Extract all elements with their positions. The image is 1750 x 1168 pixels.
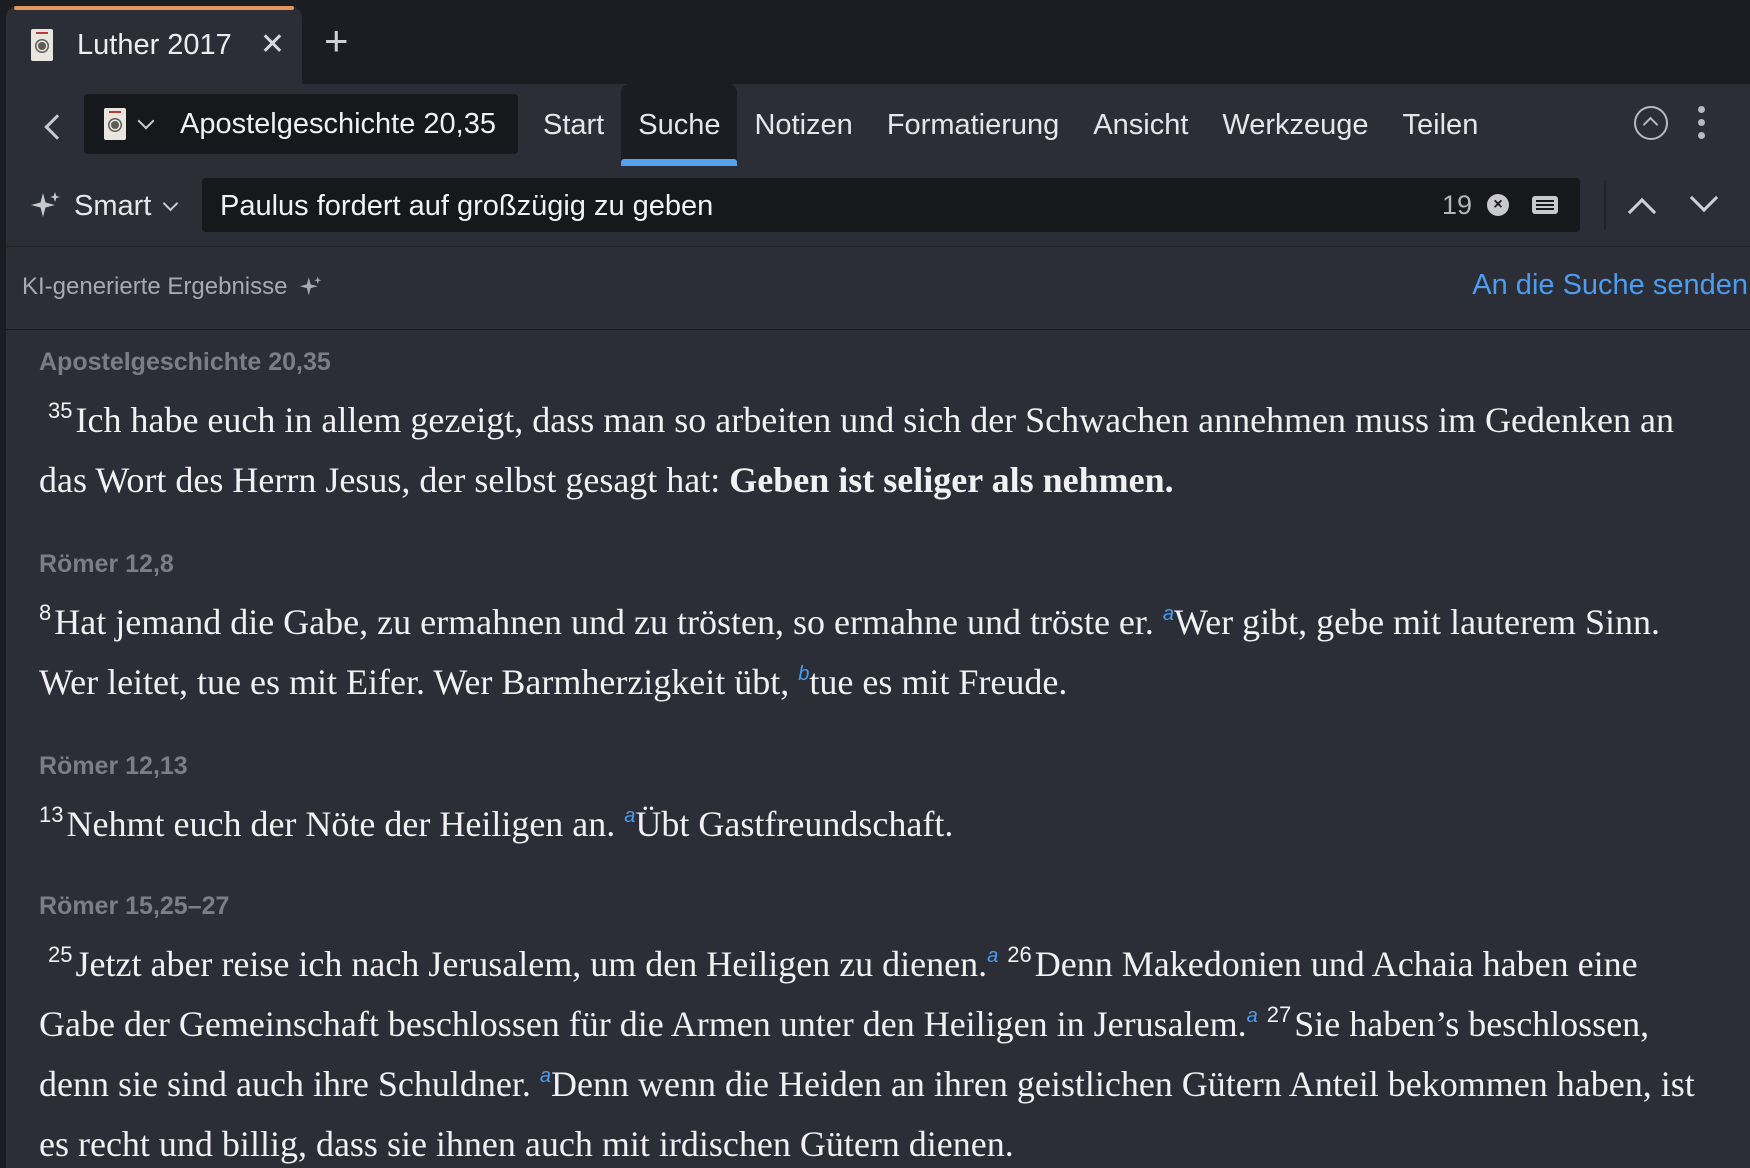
verse-number: 8	[39, 600, 52, 625]
book-icon	[31, 29, 53, 61]
close-icon[interactable]: ✕	[259, 28, 285, 61]
verse-body: Übt Gastfreundschaft.	[635, 804, 954, 844]
chevron-up-icon[interactable]	[1626, 190, 1656, 220]
keyboard-icon[interactable]	[1532, 196, 1558, 214]
result-item[interactable]	[6, 752, 1750, 854]
search-bar	[6, 166, 1750, 246]
search-mode-label: Smart	[74, 189, 152, 222]
verse-body: Denn wenn die Heiden an ihren geistlichen Gütern Anteil bekommen haben, ist es recht und billig, dass sie ihnen auch mit irdischen Gütern dienen.	[39, 1064, 1695, 1164]
chevron-down-icon	[163, 195, 179, 211]
result-reference[interactable]: Römer 15,25–27	[39, 892, 230, 920]
verse-body: Sie haben’s beschlossen, denn sie sind auch ihre Schuldner.	[39, 1004, 1650, 1104]
tab-start[interactable]: Start	[543, 109, 605, 141]
verse-text	[39, 794, 1720, 854]
reference-text[interactable]: Apostelgeschichte 20,35	[180, 107, 496, 140]
collapse-icon[interactable]	[1634, 106, 1668, 140]
tab-teilen[interactable]: Teilen	[1402, 109, 1479, 141]
new-tab-button[interactable]: +	[324, 17, 349, 64]
result-reference[interactable]: Römer 12,8	[39, 550, 174, 578]
tab-active-indicator	[14, 6, 294, 10]
search-input[interactable]	[218, 178, 1372, 234]
ai-results-text: KI-generierte Ergebnisse	[22, 273, 288, 300]
verse-body: Denn Makedonien und Achaia haben eine Gabe der Gemeinschaft beschlossen für die Armen unter den Heiligen in Jerusalem.	[39, 944, 1638, 1044]
reference-box[interactable]	[84, 94, 518, 154]
verse-text	[39, 390, 1720, 510]
tab-formatierung[interactable]: Formatierung	[886, 109, 1060, 141]
footnote-marker[interactable]: a	[624, 805, 636, 827]
document-tab[interactable]	[6, 6, 302, 84]
verse-body: Nehmt euch der Nöte der Heiligen an.	[66, 804, 625, 844]
chevron-down-icon[interactable]	[138, 113, 155, 130]
results-list	[6, 330, 1750, 1168]
tab-suche[interactable]: Suche	[621, 84, 737, 166]
tab-strip	[0, 0, 1750, 84]
verse-number: 35	[48, 398, 73, 423]
tab-title: Luther 2017	[77, 28, 232, 61]
back-chevron-icon[interactable]	[36, 106, 66, 146]
results-header	[6, 246, 1750, 331]
tab-werkzeuge[interactable]: Werkzeuge	[1222, 109, 1369, 141]
sparkle-icon	[30, 190, 62, 222]
verse-number: 26	[1007, 942, 1032, 967]
more-vertical-icon[interactable]	[1698, 106, 1706, 144]
search-mode-dropdown[interactable]	[30, 184, 176, 228]
ai-results-label	[22, 273, 323, 301]
result-item[interactable]	[6, 348, 1750, 510]
result-reference[interactable]: Römer 12,13	[39, 752, 188, 780]
toolbar	[6, 84, 1750, 166]
tab-ansicht[interactable]: Ansicht	[1093, 109, 1189, 141]
sparkle-icon	[299, 275, 323, 299]
ribbon-tabs	[526, 84, 1495, 166]
verse-body: Ich habe euch in allem gezeigt, dass man so arbeiten und sich der Schwachen annehmen muss im Gedenken an das Wort des Herrn Jesus, der selbst gesagt hat:	[39, 400, 1674, 500]
verse-body: Wer gibt, gebe mit lauterem Sinn. Wer leitet, tue es mit Eifer. Wer Barmherzigkeit übt,	[39, 602, 1661, 702]
verse-body: tue es mit Freude.	[809, 662, 1068, 702]
tab-notizen[interactable]: Notizen	[754, 109, 853, 141]
result-item[interactable]	[6, 892, 1750, 1168]
footnote-marker[interactable]: b	[798, 663, 810, 685]
verse-body: Hat jemand die Gabe, zu ermahnen und zu trösten, so ermahne und tröste er.	[54, 602, 1163, 642]
verse-number: 27	[1266, 1002, 1292, 1027]
verse-text	[39, 592, 1720, 712]
result-reference[interactable]: Apostelgeschichte 20,35	[39, 348, 331, 376]
send-to-search-link[interactable]: An die Suche senden	[1472, 269, 1748, 301]
divider	[1604, 180, 1606, 230]
footnote-marker[interactable]: a	[1162, 603, 1175, 625]
footnote-marker[interactable]: a	[1246, 1005, 1258, 1027]
verse-number: 25	[48, 942, 73, 967]
chevron-down-icon[interactable]	[1688, 186, 1718, 216]
result-count: 19	[1442, 190, 1473, 220]
clear-icon[interactable]: ×	[1487, 194, 1509, 216]
book-icon	[104, 108, 126, 140]
footnote-marker[interactable]: a	[987, 945, 999, 967]
verse-emphasis: Geben ist seliger als nehmen.	[729, 460, 1174, 500]
footnote-marker[interactable]: a	[539, 1065, 552, 1087]
result-item[interactable]	[6, 550, 1750, 712]
verse-number: 13	[39, 802, 64, 827]
verse-body: Jetzt aber reise ich nach Jerusalem, um den Heiligen zu dienen.	[75, 944, 988, 984]
verse-text	[39, 934, 1720, 1168]
search-field[interactable]	[202, 178, 1580, 232]
